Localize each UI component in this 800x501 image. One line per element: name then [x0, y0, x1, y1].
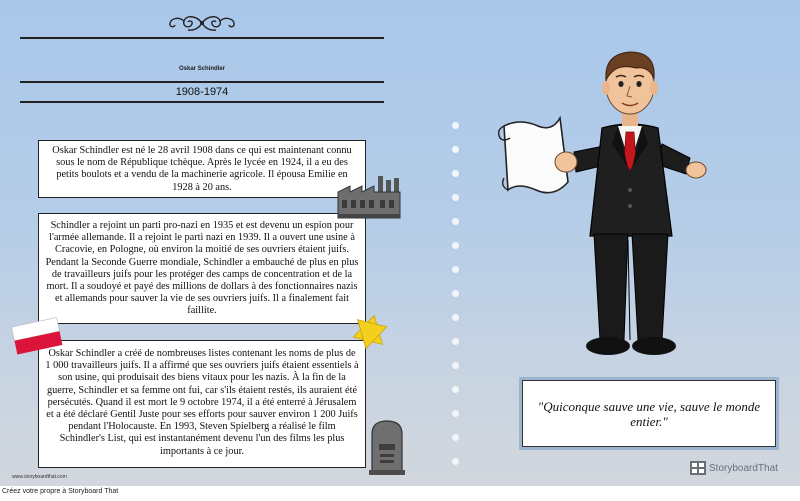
middle-rule [20, 81, 384, 83]
poland-flag-icon [8, 316, 66, 356]
paragraph-box-2: Schindler a rejoint un parti pro-nazi en 1935 et est devenu un espion pour l'armée allemande. Il a rejoint le parti nazi en 1939. Il a ouvert une usine à Cracovie, en Pologne, où environ la moitié de ses ouvriers étaient juifs. Pendant la Seconde Guerre mondiale, Schindler a embauché de plus en plus de travailleurs juifs pour les protéger des camps de concentration et de la mort. Il a soudoyé et payé des millions de dollars à des fonctionnaires nazis et allemands pour sauver la vie de ses ouvriers juifs. Il a finalement fait faillite. [38, 213, 366, 324]
factory-icon [336, 174, 402, 220]
site-url: www.storyboardthat.com [12, 474, 67, 480]
brand-label: StoryboardThat [709, 462, 778, 474]
top-rule [20, 37, 384, 39]
life-dates: 1908-1974 [175, 86, 229, 98]
paragraph-box-1: Oskar Schindler est né le 28 avril 1908 dans ce qui est maintenant connu sous le nom de République tchèque. Après le lycée en 1924, il a eu des petits boulots et a vendu de la machinerie agricole. Il épousa Emilie en 1928 à 20 ans. [38, 140, 366, 198]
ornament-icon [166, 12, 238, 34]
dotted-separator [452, 122, 462, 462]
quote-box: "Quiconque sauve une vie, sauve le monde entier." [522, 380, 776, 447]
oskar-schindler-character [490, 40, 730, 370]
credit-link[interactable]: Créez votre propre à Storyboard That [2, 488, 119, 495]
storyboardthat-brand [690, 460, 778, 476]
storyboardthat-logo-icon [690, 461, 706, 475]
person-name: Oskar Schindler [178, 66, 226, 72]
gravestone-icon [368, 418, 406, 476]
paragraph-box-3: Oskar Schindler a créé de nombreuses listes contenant les noms de plus de 1 000 travailleurs juifs. Il a affirmé que ses ouvriers juifs étaient essentiels à son usine, qui produisait des biens vitaux pour les nazis. À la fin de la guerre, Schindler et sa femme ont fui, car s'ils étaient restés, ils auraient été persécutés. Quand il est mort le 9 octobre 1974, il a été enterré à Jérusalem et a été déclaré Gentil Juste pour ses efforts pour sauver environ 1 200 Juifs pendant l'Holocauste. En 1993, Steven Spielberg a réalisé le film Schindler's List, qui est instantanément devenu l'un des films les plus importants à ce jour. [38, 340, 366, 468]
star-of-david-icon [350, 312, 390, 352]
bottom-rule [20, 101, 384, 103]
